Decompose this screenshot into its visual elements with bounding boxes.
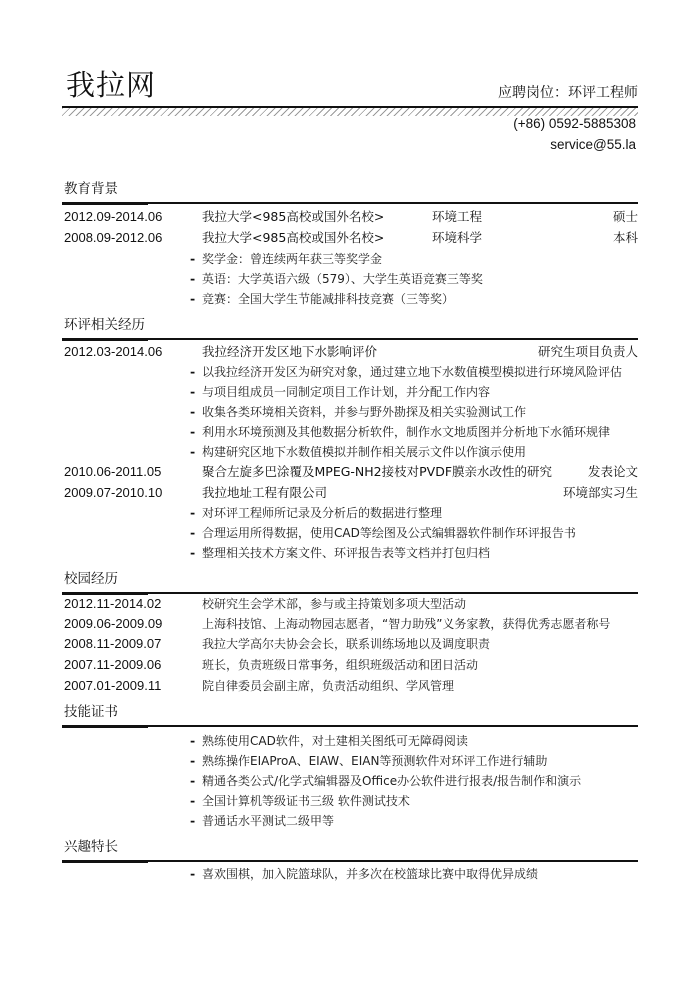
education-bullet <box>62 269 638 289</box>
contact-email: service@55.la <box>550 137 636 152</box>
education-degree: 本科 <box>612 230 638 245</box>
education-bullet-text: 英语：大学英语六级（579）、大学生英语竞赛三等奖 <box>202 272 483 286</box>
campus-date: 2007.11-2009.06 <box>64 657 162 672</box>
campus-row <box>62 614 638 634</box>
skills-bullet <box>62 751 638 771</box>
experience-date: 2012.03-2014.06 <box>64 344 163 359</box>
experience-bullet-text: 合理运用所得数据，使用CAD等绘图及公式编辑器软件制作环评报告书 <box>202 526 576 540</box>
section-title: 校园经历 <box>64 571 118 587</box>
experience-bullet-text: 对环评工程师所记录及分析后的数据进行整理 <box>202 506 443 520</box>
section-title: 兴趣特长 <box>64 839 118 855</box>
education-major: 环境工程 <box>432 209 483 224</box>
bullet-marker: - <box>190 424 196 439</box>
skills-bullet-text: 普通话水平测试二级甲等 <box>202 814 335 828</box>
experience-bullet-text: 整理相关技术方案文件、环评报告表等文档并打包归档 <box>202 546 491 560</box>
education-date: 2012.09-2014.06 <box>64 209 163 224</box>
education-row <box>62 207 638 227</box>
experience-bullet-text: 与项目组成员一同制定项目工作计划，并分配工作内容 <box>202 385 491 399</box>
experience-date: 2010.06-2011.05 <box>64 464 162 479</box>
section-title: 环评相关经历 <box>64 317 145 333</box>
experience-date: 2009.07-2010.10 <box>64 485 163 500</box>
education-school: 我拉大学<985高校或国外名校> <box>202 209 385 224</box>
resume-header <box>62 66 638 108</box>
experience-title: 聚合左旋多巴涂覆及MPEG-NH2接枝对PVDF膜亲水改性的研究 <box>202 464 553 479</box>
contact-phone: (+86) 0592-5885308 <box>513 116 636 131</box>
experience-bullet-text: 收集各类环境相关资料，并参与野外勘探及相关实验测试工作 <box>202 405 527 419</box>
section-title: 教育背景 <box>64 181 118 197</box>
skills-bullet <box>62 791 638 811</box>
campus-date: 2008.11-2009.07 <box>64 636 162 651</box>
experience-bullet-text: 利用水环境预测及其他数据分析软件，制作水文地质图并分析地下水循环规律 <box>202 425 611 439</box>
experience-bullet-text: 构建研究区地下水数值模拟并制作相关展示文件以作演示使用 <box>202 445 527 459</box>
education-row <box>62 228 638 248</box>
experience-bullet <box>62 362 638 382</box>
campus-date: 2012.11-2014.02 <box>64 596 162 611</box>
skills-bullet-text: 精通各类公式/化学式编辑器及Office办公软件进行报表/报告制作和演示 <box>202 774 582 788</box>
education-school: 我拉大学<985高校或国外名校> <box>202 230 385 245</box>
section-title: 技能证书 <box>64 704 118 720</box>
education-bullet-text: 奖学金：曾连续两年获三等奖学金 <box>202 252 383 266</box>
experience-role: 发表论文 <box>587 464 638 479</box>
bullet-marker: - <box>190 545 196 560</box>
experience-bullet <box>62 503 638 523</box>
bullet-marker: - <box>190 793 196 808</box>
experience-row <box>62 462 638 482</box>
education-date: 2008.09-2012.06 <box>64 230 163 245</box>
campus-row <box>62 676 638 696</box>
skills-bullet <box>62 771 638 791</box>
bullet-marker: - <box>190 364 196 379</box>
skills-bullet-text: 熟练使用CAD软件，对土建相关图纸可无障碍阅读 <box>202 734 468 748</box>
bullet-marker: - <box>190 251 196 266</box>
experience-bullet <box>62 442 638 462</box>
bullet-marker: - <box>190 525 196 540</box>
education-major: 环境科学 <box>432 230 483 245</box>
campus-text: 我拉大学高尔夫协会会长，联系训练场地以及调度职责 <box>202 637 491 651</box>
education-bullet <box>62 289 638 309</box>
experience-bullet-text: 以我拉经济开发区为研究对象，通过建立地下水数值模型模拟进行环境风险评估 <box>202 365 623 379</box>
experience-role: 研究生项目负责人 <box>537 344 638 359</box>
campus-text: 上海科技馆、上海动物园志愿者，“智力助残”义务家教，获得优秀志愿者称号 <box>202 617 611 631</box>
bullet-marker: - <box>190 271 196 286</box>
campus-date: 2009.06-2009.09 <box>64 616 163 631</box>
skills-bullet-text: 全国计算机等级证书三级 软件测试技术 <box>202 794 410 808</box>
skills-bullet <box>62 731 638 751</box>
applied-position: 应聘岗位：环评工程师 <box>498 85 638 101</box>
education-degree: 硕士 <box>612 209 638 224</box>
campus-text: 校研究生会学术部，参与或主持策划多项大型活动 <box>202 597 467 611</box>
bullet-marker: - <box>190 444 196 459</box>
section-rule <box>62 338 638 340</box>
campus-date: 2007.01-2009.11 <box>64 678 162 693</box>
experience-bullet <box>62 422 638 442</box>
bullet-marker: - <box>190 733 196 748</box>
campus-row <box>62 594 638 614</box>
experience-bullet <box>62 523 638 543</box>
skills-bullet <box>62 811 638 831</box>
experience-bullet <box>62 382 638 402</box>
experience-title: 我拉地址工程有限公司 <box>202 485 328 500</box>
section-rule <box>62 725 638 727</box>
bullet-marker: - <box>190 866 196 881</box>
section-rule <box>62 860 638 862</box>
bullet-marker: - <box>190 404 196 419</box>
experience-bullet <box>62 543 638 563</box>
experience-row <box>62 342 638 362</box>
hobbies-bullet-text: 喜欢围棋，加入院篮球队，并多次在校篮球比赛中取得优异成绩 <box>202 867 539 881</box>
experience-row <box>62 483 638 503</box>
bullet-marker: - <box>190 291 196 306</box>
education-bullet <box>62 249 638 269</box>
skills-bullet-text: 熟练操作EIAProA、EIAW、EIAN等预测软件对环评工作进行辅助 <box>202 754 548 768</box>
candidate-name: 我拉网 <box>66 68 157 102</box>
bullet-marker: - <box>190 813 196 828</box>
education-bullet-text: 竞赛：全国大学生节能减排科技竞赛（三等奖） <box>202 292 455 306</box>
campus-text: 班长，负责班级日常事务，组织班级活动和团日活动 <box>202 658 479 672</box>
campus-row <box>62 634 638 654</box>
campus-row <box>62 655 638 675</box>
section-rule <box>62 202 638 204</box>
bullet-marker: - <box>190 384 196 399</box>
bullet-marker: - <box>190 505 196 520</box>
campus-text: 院自律委员会副主席，负责活动组织、学风管理 <box>202 679 455 693</box>
hobbies-bullet <box>62 864 638 884</box>
experience-bullet <box>62 402 638 422</box>
bullet-marker: - <box>190 753 196 768</box>
bullet-marker: - <box>190 773 196 788</box>
experience-title: 我拉经济开发区地下水影响评价 <box>202 344 378 359</box>
experience-role: 环境部实习生 <box>562 485 638 500</box>
